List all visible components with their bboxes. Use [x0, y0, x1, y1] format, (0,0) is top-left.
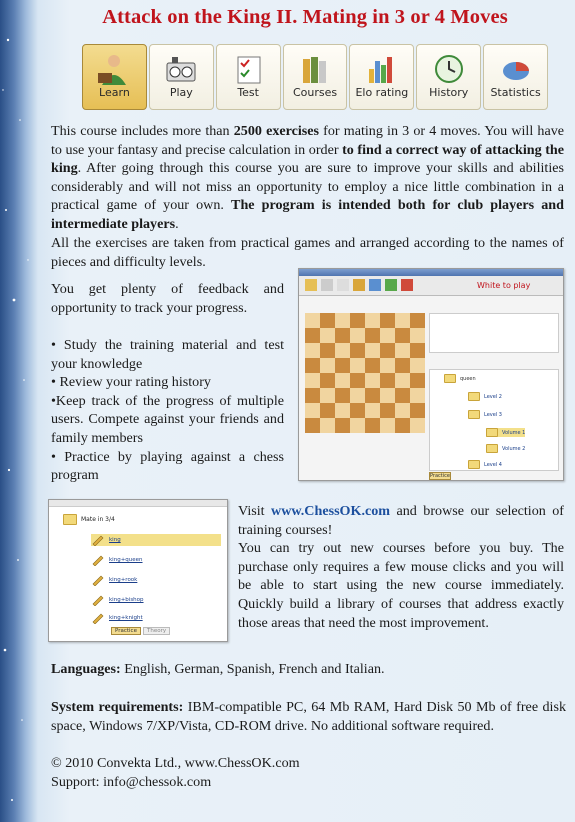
tab-bar	[111, 627, 170, 635]
pencil-icon	[91, 574, 105, 586]
nav-label: Elo rating	[355, 86, 409, 99]
nav-statistics[interactable]	[483, 44, 548, 110]
languages-line	[51, 660, 571, 679]
tree-label: king+knight	[109, 615, 143, 621]
nav-test[interactable]	[216, 44, 281, 110]
tree-item-selected[interactable]	[91, 534, 221, 546]
program-screenshot	[298, 268, 564, 481]
board-square[interactable]	[365, 328, 380, 343]
books-icon	[297, 51, 333, 87]
board-square[interactable]	[380, 358, 395, 373]
nav-label: Courses	[292, 86, 338, 99]
tree-item[interactable]	[468, 410, 502, 419]
test-checklist-icon	[230, 51, 266, 87]
folder-icon	[468, 460, 480, 469]
bullet-item: • Review your rating history	[51, 374, 211, 391]
board-square[interactable]	[380, 403, 395, 418]
board-square[interactable]	[380, 373, 395, 388]
board-square[interactable]	[395, 328, 410, 343]
nav-courses[interactable]	[283, 44, 348, 110]
intro-text: . After going through this course you are sure to improve your skills and abilities considerably and will not miss an opportunity to employ a nice little combination in a practical game of your own.	[51, 160, 564, 214]
board-square[interactable]	[350, 358, 365, 373]
teacher-icon	[96, 51, 132, 87]
board-square[interactable]	[335, 328, 350, 343]
board-square[interactable]	[335, 418, 350, 433]
board-square[interactable]	[305, 343, 320, 358]
tab-theory[interactable]: Theory	[143, 627, 170, 635]
tree-item[interactable]	[91, 574, 137, 586]
board-square[interactable]	[335, 403, 350, 418]
board-square[interactable]	[320, 313, 335, 328]
tree-label: Level 3	[484, 411, 502, 418]
board-square[interactable]	[410, 358, 425, 373]
toolbar-icons	[305, 277, 455, 295]
board-square[interactable]	[365, 373, 380, 388]
bullet-item: • Study the training material and test your knowledge	[51, 337, 284, 372]
window-titlebar	[49, 500, 227, 507]
board-square[interactable]	[395, 343, 410, 358]
board-square[interactable]	[350, 313, 365, 328]
board-square[interactable]	[350, 418, 365, 433]
folder-icon	[63, 514, 77, 525]
chessboard	[305, 313, 425, 433]
board-square[interactable]	[395, 358, 410, 373]
intro-text: .	[175, 215, 179, 232]
bullet-item: • Practice by playing against a chess program	[51, 448, 284, 484]
chess-clock-icon	[163, 51, 199, 87]
board-square[interactable]	[395, 418, 410, 433]
pencil-icon	[91, 554, 105, 566]
board-square[interactable]	[305, 403, 320, 418]
board-square[interactable]	[395, 313, 410, 328]
nav-label: Statistics	[490, 86, 541, 99]
notation-pane	[429, 313, 559, 353]
nav-learn[interactable]	[82, 44, 147, 110]
board-square[interactable]	[410, 418, 425, 433]
board-square[interactable]	[320, 388, 335, 403]
tree-label: Volume 2	[502, 445, 526, 452]
board-square[interactable]	[320, 373, 335, 388]
visit-more: You can try out new courses before you buy. The purchase only requires a few mouse clicks and you will be able to start using the new course immediately. Quickly build a library of courses that address exactly those areas that need the most improvement.	[238, 540, 564, 631]
folder-icon	[486, 428, 498, 437]
intro-text: This course includes more than	[51, 123, 234, 139]
board-square[interactable]	[335, 343, 350, 358]
pencil-icon	[91, 534, 105, 546]
window-titlebar	[299, 269, 563, 276]
nav-history[interactable]	[416, 44, 481, 110]
clock-icon	[431, 51, 467, 87]
visit-text: and browse our selection of training courses!	[238, 503, 564, 538]
chessok-link[interactable]: www.ChessOK.com	[271, 503, 391, 519]
exercises-paragraph: All the exercises are taken from practical games and arranged according to the names of pieces and difficulty levels.	[51, 235, 564, 270]
footer	[51, 754, 571, 791]
tab-practice[interactable]: Practice	[430, 473, 450, 479]
nav-elo-rating[interactable]	[349, 44, 414, 110]
feature-nav	[82, 44, 548, 110]
tree-item[interactable]	[91, 612, 143, 624]
board-square[interactable]	[365, 403, 380, 418]
white-to-play-label: White to play	[477, 281, 531, 290]
tree-label: queen	[460, 375, 476, 382]
board-square[interactable]	[320, 418, 335, 433]
course-tree-screenshot	[48, 499, 228, 642]
tree-item[interactable]	[468, 392, 502, 401]
tree-label: king+queen	[109, 557, 143, 563]
board-square[interactable]	[410, 373, 425, 388]
board-square[interactable]	[410, 403, 425, 418]
tree-item-selected[interactable]	[486, 428, 525, 437]
board-square[interactable]	[365, 388, 380, 403]
feature-bullets	[51, 336, 284, 485]
board-square[interactable]	[350, 388, 365, 403]
nav-label: Learn	[99, 86, 130, 99]
board-square[interactable]	[335, 313, 350, 328]
visit-paragraph	[238, 502, 564, 632]
intro-paragraph	[51, 122, 564, 234]
tree-root[interactable]	[63, 514, 115, 525]
folder-icon	[468, 392, 480, 401]
board-square[interactable]	[380, 418, 395, 433]
board-square[interactable]	[410, 313, 425, 328]
board-square[interactable]	[320, 328, 335, 343]
system-requirements	[51, 698, 566, 735]
folder-icon	[444, 374, 456, 383]
board-square[interactable]	[320, 403, 335, 418]
course-tree	[429, 369, 559, 471]
tree-label: Mate in 3/4	[81, 516, 115, 523]
board-square[interactable]	[365, 358, 380, 373]
page-title: Attack on the King II. Mating in 3 or 4 Moves	[102, 6, 508, 28]
board-square[interactable]	[305, 418, 320, 433]
tree-item[interactable]	[91, 594, 144, 606]
tree-label: king	[109, 537, 121, 543]
board-square[interactable]	[395, 373, 410, 388]
board-square[interactable]	[365, 313, 380, 328]
tree-label: Volume 1	[502, 429, 526, 436]
board-square[interactable]	[335, 388, 350, 403]
board-square[interactable]	[350, 328, 365, 343]
languages-label: Languages:	[51, 661, 121, 677]
board-square[interactable]	[410, 388, 425, 403]
board-square[interactable]	[305, 388, 320, 403]
system-value: IBM-compatible PC, 64 Mb RAM, Hard Disk 50 Mb of free disk space, Windows 7/XP/Vista, CD-ROM drive. No additional software required.	[51, 699, 566, 734]
board-square[interactable]	[380, 388, 395, 403]
folder-icon	[486, 444, 498, 453]
board-square[interactable]	[380, 343, 395, 358]
feedback-paragraph: You get plenty of feedback and opportunity to track your progress.	[51, 281, 284, 316]
visit-text: Visit	[238, 503, 272, 519]
nav-label: History	[429, 86, 469, 99]
pie-chart-icon	[498, 51, 534, 87]
board-square[interactable]	[410, 343, 425, 358]
tree-label: king+bishop	[109, 597, 144, 603]
pencil-icon	[91, 594, 105, 606]
board-square[interactable]	[335, 358, 350, 373]
board-square[interactable]	[305, 373, 320, 388]
board-square[interactable]	[320, 343, 335, 358]
board-square[interactable]	[350, 403, 365, 418]
board-square[interactable]	[380, 328, 395, 343]
tab-practice[interactable]: Practice	[111, 627, 141, 635]
intro-bold: 2500 exercises	[233, 123, 320, 139]
board-square[interactable]	[395, 403, 410, 418]
board-square[interactable]	[320, 358, 335, 373]
copyright: © 2010 Convekta Ltd., www.ChessOK.com	[51, 755, 300, 771]
board-square[interactable]	[365, 418, 380, 433]
tree-root[interactable]	[444, 374, 476, 383]
tree-item[interactable]	[91, 554, 143, 566]
tree-item[interactable]	[486, 444, 525, 453]
intro-bold: The program is intended both for club players and intermediate players	[51, 197, 564, 232]
tree-label: Level 4	[484, 461, 502, 468]
board-square[interactable]	[350, 373, 365, 388]
board-square[interactable]	[305, 328, 320, 343]
folder-icon	[468, 410, 480, 419]
board-square[interactable]	[305, 313, 320, 328]
languages-value: English, German, Spanish, French and Italian.	[120, 661, 385, 677]
intro-text: for mating in 3 or 4 moves. You will have to use your fantasy and precise calculation in order	[51, 123, 564, 158]
window-toolbar	[299, 276, 563, 296]
nav-label: Test	[237, 86, 259, 99]
pencil-icon	[91, 612, 105, 624]
tree-label: Level 2	[484, 393, 502, 400]
board-square[interactable]	[335, 373, 350, 388]
bullet-item: •Keep track of the progress of multiple users. Compete against your friends and family members	[51, 392, 284, 446]
starfield-decoration	[0, 0, 40, 822]
system-label: System requirements:	[51, 699, 184, 715]
tree-label: king+rook	[109, 577, 138, 583]
board-square[interactable]	[350, 343, 365, 358]
board-square[interactable]	[365, 343, 380, 358]
nav-label: Play	[169, 86, 193, 99]
tree-item[interactable]	[468, 460, 502, 469]
board-square[interactable]	[380, 313, 395, 328]
support-contact: Support: info@chessok.com	[51, 773, 212, 790]
board-square[interactable]	[395, 388, 410, 403]
nav-play[interactable]	[149, 44, 214, 110]
bar-chart-icon	[364, 51, 400, 87]
board-square[interactable]	[305, 358, 320, 373]
board-square[interactable]	[410, 328, 425, 343]
intro-bold: to find a correct way of attacking the king	[51, 141, 564, 177]
